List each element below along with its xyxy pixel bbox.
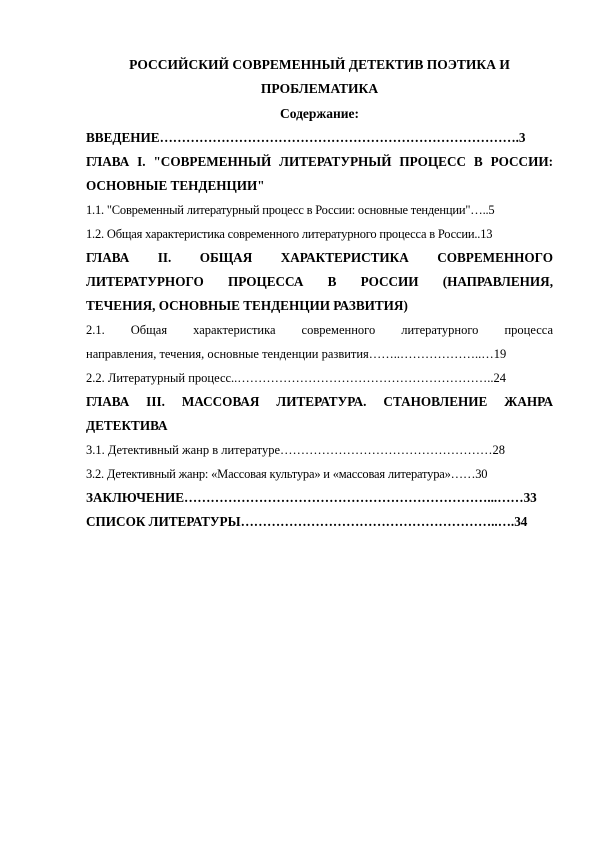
table-of-contents <box>86 52 553 534</box>
toc-section-3-2: 3.2. Детективный жанр: «Массовая культура» и «массовая литература»……30 <box>86 467 488 481</box>
toc-section-1-1: 1.1. "Современный литературный процесс в России: основные тенденции"…..5 <box>86 203 495 217</box>
toc-chapter-1-line-2: ОСНОВНЫЕ ТЕНДЕНЦИИ" <box>86 178 265 193</box>
toc-section-3-1: 3.1. Детективный жанр в литературе……………………………………………28 <box>86 443 506 457</box>
document-title-line-1: РОССИЙСКИЙ СОВРЕМЕННЫЙ ДЕТЕКТИВ ПОЭТИКА И <box>129 57 510 72</box>
toc-section-1-2: 1.2. Общая характеристика современного литературного процесса в России..13 <box>86 227 493 241</box>
toc-chapter-2-line-1: ГЛАВА II. ОБЩАЯ ХАРАКТЕРИСТИКА СОВРЕМЕННОГО <box>86 250 553 265</box>
toc-section-2-1-line-2: направления, течения, основные тенденции развития……..………………..…19 <box>86 347 507 361</box>
toc-conclusion: ЗАКЛЮЧЕНИЕ……………………………………………………………...……33 <box>86 490 537 505</box>
toc-section-2-1-line-1: 2.1. Общая характеристика современного литературного процесса <box>86 323 553 337</box>
toc-bibliography: СПИСОК ЛИТЕРАТУРЫ…………………………………………………..….34 <box>86 514 528 529</box>
toc-section-2-2: 2.2. Литературный процесс..……………………………………………………..24 <box>86 371 507 385</box>
contents-heading: Содержание: <box>279 106 360 121</box>
toc-chapter-2-line-3: ТЕЧЕНИЯ, ОСНОВНЫЕ ТЕНДЕНЦИИ РАЗВИТИЯ) <box>86 298 408 313</box>
toc-chapter-2-line-2: ЛИТЕРАТУРНОГО ПРОЦЕССА В РОССИИ (НАПРАВЛЕНИЯ, <box>86 274 553 289</box>
toc-introduction: ВВЕДЕНИЕ……………………………………………………………………….3 <box>86 130 526 145</box>
toc-chapter-3-line-2: ДЕТЕКТИВА <box>86 418 168 433</box>
toc-chapter-3-line-1: ГЛАВА III. МАССОВАЯ ЛИТЕРАТУРА. СТАНОВЛЕНИЕ ЖАНРА <box>86 394 553 409</box>
document-title-line-2: ПРОБЛЕМАТИКА <box>260 81 379 96</box>
toc-chapter-1-line-1: ГЛАВА I. "СОВРЕМЕННЫЙ ЛИТЕРАТУРНЫЙ ПРОЦЕСС В РОССИИ: <box>86 154 553 169</box>
